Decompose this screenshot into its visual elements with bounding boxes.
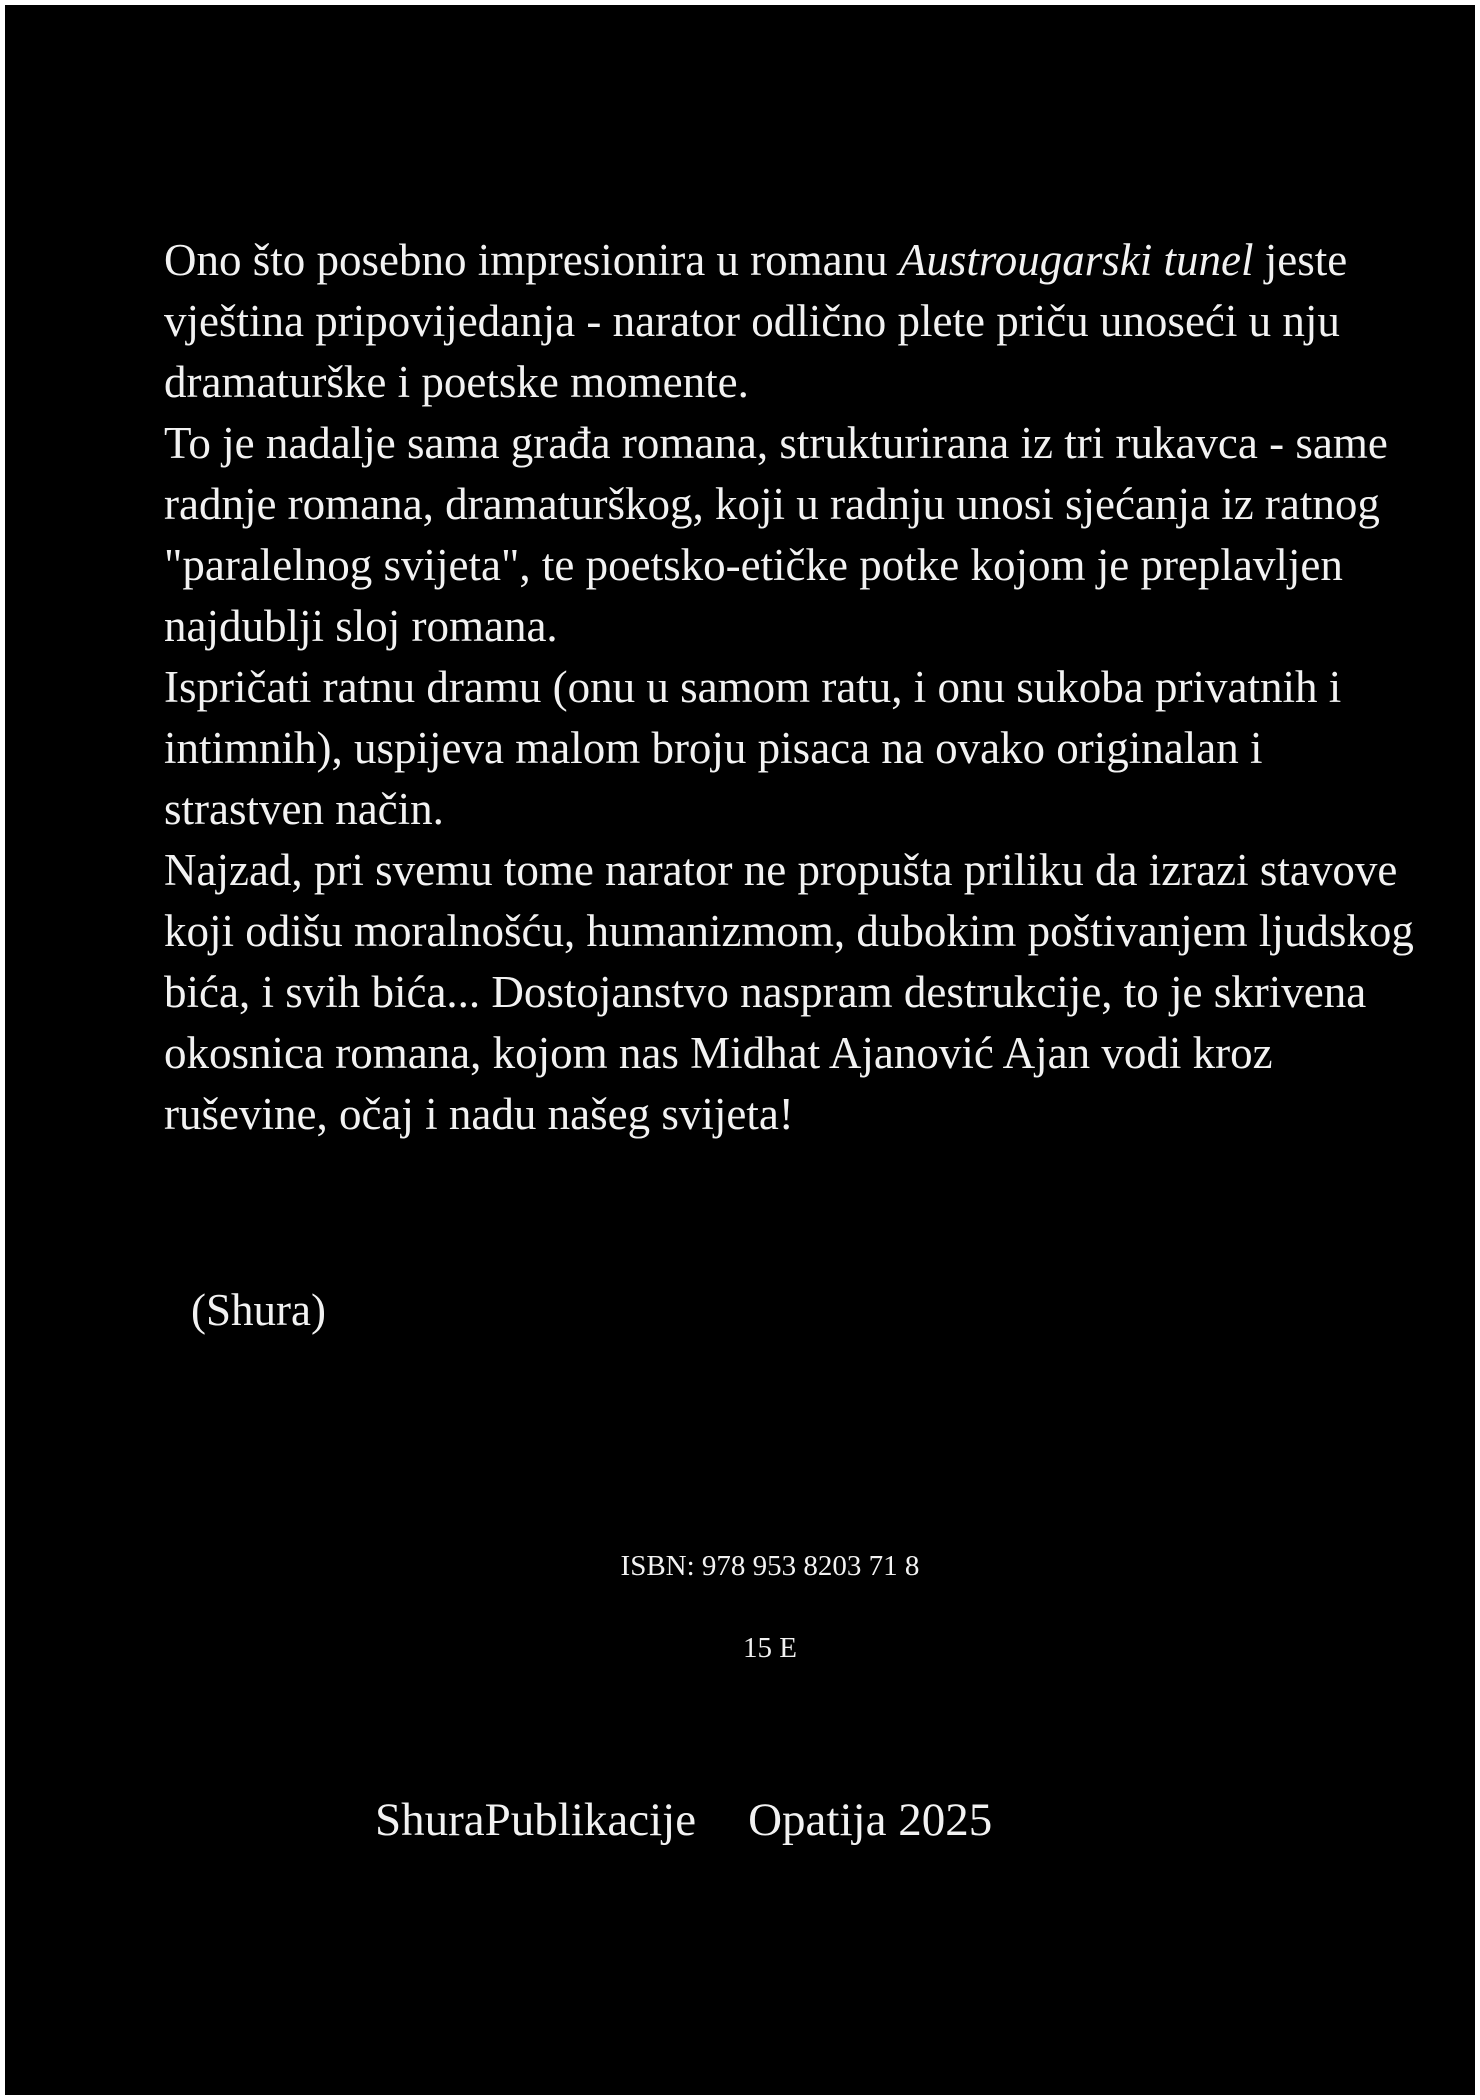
novel-title: Austrougarski tunel xyxy=(898,235,1254,285)
place-year: Opatija 2025 xyxy=(748,1794,993,1846)
blurb-paragraph-1: Ono što posebno impresionira u romanu Austrougarski tunel jeste vještina pripovijedanja - narator odlično plete priču unoseći u nju dramaturške i poetske momente. xyxy=(164,235,1348,407)
blurb-paragraph-4: Najzad, pri svemu tome narator ne propušta priliku da izrazi stavove koji odišu moralnošću, humanizmom, dubokim poštivanjem ljudskog bića, i svih bića... Dostojanstvo naspram destrukcije, to je skrivena okosnica romana, kojom nas Midhat Ajanović Ajan vodi kroz ruševine, očaj i nadu našeg svijeta! xyxy=(164,845,1414,1139)
isbn: ISBN: 978 953 8203 71 8 xyxy=(620,1550,920,1582)
blurb-paragraph-2: To je nadalje sama građa romana, strukturirana iz tri rukavca - same radnje romana, dramaturškog, koji u radnju unosi sjećanja iz ratnog "paralelnog svijeta", te poetsko-etičke potke kojom je preplavljen najdublji sloj romana. xyxy=(164,418,1388,651)
publisher-name: ShuraPublikacije xyxy=(375,1794,697,1846)
imprint xyxy=(375,1790,992,1850)
blurb-paragraph-3: Ispričati ratnu dramu (onu u samom ratu, i onu sukoba privatnih i intimnih), uspijeva malom broju pisaca na ovako originalan i strastven način. xyxy=(164,662,1342,834)
price: 15 E xyxy=(743,1632,797,1664)
blurb-text xyxy=(164,230,1414,1145)
back-cover xyxy=(5,5,1475,2095)
signature: (Shura) xyxy=(191,1285,326,1335)
